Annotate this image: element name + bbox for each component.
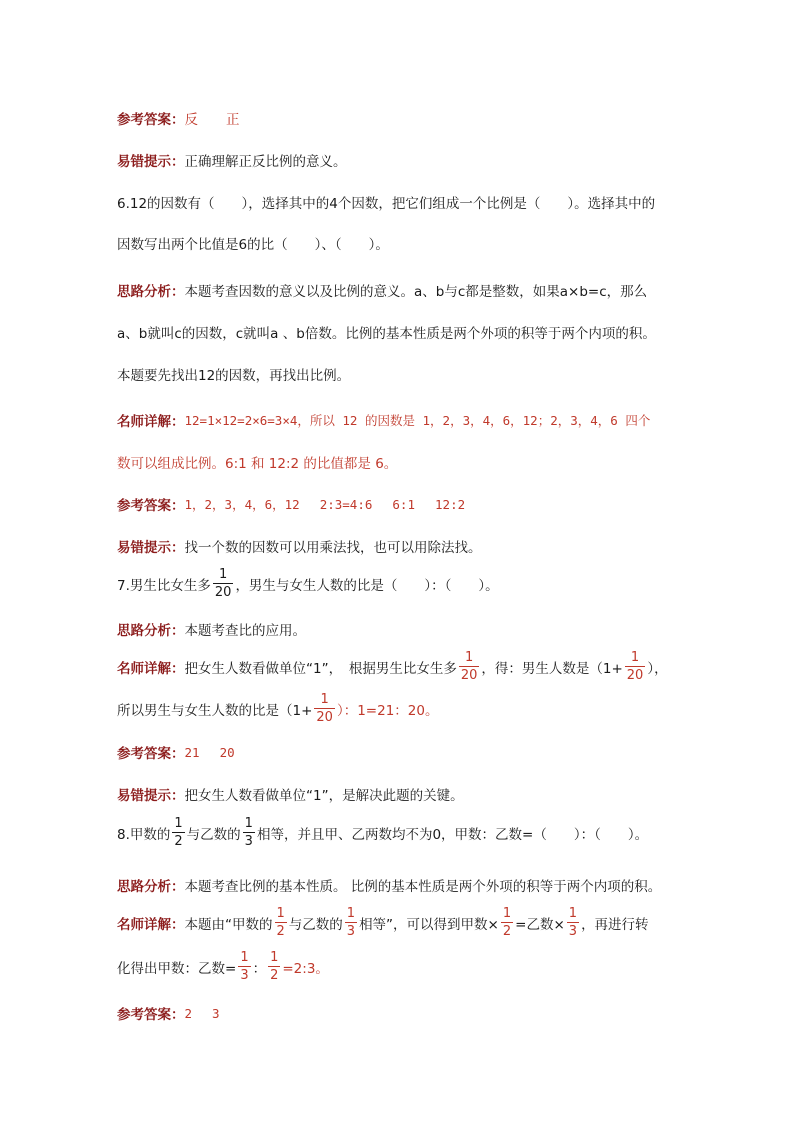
fraction-1-3: [567, 907, 579, 938]
q6-answer-line: [117, 494, 465, 514]
tip-line-1: [117, 150, 347, 170]
q8-explain-text-2a: 化得出甲数：乙数=: [117, 960, 237, 977]
q7-tip-line: [117, 784, 464, 804]
analysis-label: 思路分析：: [117, 284, 185, 300]
fraction-numerator: 1: [276, 906, 285, 921]
tip-label: 易错提示：: [117, 154, 185, 170]
fraction-numerator: 1: [320, 692, 329, 707]
q8-line: [117, 817, 648, 848]
fraction-denominator: 2: [502, 924, 512, 939]
fraction-numerator: 1: [346, 906, 356, 921]
q6-line-1: [117, 192, 655, 212]
q6-tip-line: [117, 536, 482, 556]
fraction-1-2: [275, 907, 287, 938]
q8-analysis-line: [117, 875, 661, 895]
fraction-numerator: 1: [244, 816, 253, 831]
q6-analysis-text-3: 本题要先找出12的因数，再找出比例。: [117, 368, 351, 384]
q7-answer-line: [117, 742, 235, 762]
q6-text-2: 因数写出两个比值是6的比（ ）、（ ）。: [117, 237, 389, 253]
fraction-numerator: 1: [502, 906, 512, 921]
q8-explain-text-1d: =乙数×: [515, 916, 565, 933]
q7-text-post: ，男生与女生人数的比是（ ）：（ ）。: [235, 577, 499, 594]
answer-line-1: [117, 108, 240, 128]
q8-answer-text: 2 3: [184, 1006, 220, 1021]
q7-explain-text-2a: 所以男生与女生人数的比是（1+: [117, 702, 313, 719]
fraction-denominator: 3: [346, 924, 356, 939]
explain-label: 名师详解：: [117, 414, 185, 430]
fraction-numerator: 1: [270, 950, 279, 965]
fraction-1-20: [459, 651, 480, 682]
fraction-denominator: 20: [626, 668, 644, 683]
fraction-1-2: [268, 951, 280, 982]
q7-analysis-line: [117, 619, 306, 639]
q6-explain-line-2: [117, 452, 397, 472]
fraction-denominator: 3: [244, 834, 253, 849]
q7-analysis-text: 本题考查比的应用。: [184, 623, 306, 639]
q8-explain-text-2c: =2:3。: [282, 960, 329, 977]
tip-text: 正确理解正反比例的意义。: [184, 154, 347, 170]
q7-explain-line-1: [117, 651, 668, 682]
q8-text-b: 与乙数的: [186, 826, 241, 843]
q6-explain-text-2: 数可以组成比例。6:1 和 12:2 的比值都是 6。: [117, 456, 398, 472]
q6-line-2: [117, 233, 389, 253]
q7-explain-text-2b: ）：1=21：20。: [336, 702, 439, 719]
q7-explain-line-2: [117, 693, 438, 724]
analysis-label: 思路分析：: [117, 623, 185, 639]
fraction-numerator: 1: [240, 950, 249, 965]
fraction-1-20: [314, 693, 335, 724]
q8-text-a: 8.甲数的: [117, 826, 171, 843]
answer-label: 参考答案：: [117, 1007, 185, 1023]
q6-explain-line-1: [117, 410, 650, 430]
q6-analysis-text-2: a、b就叫c的因数，c就叫a 、b倍数。比例的基本性质是两个外项的积等于两个内项的积。: [117, 326, 656, 342]
q7-line: [117, 568, 499, 599]
fraction-1-20: [213, 568, 234, 599]
q8-explain-line-1: [117, 907, 649, 938]
q8-answer-line: [117, 1003, 220, 1023]
fraction-1-20: [625, 651, 646, 682]
fraction-denominator: 20: [316, 710, 333, 725]
explain-label: 名师详解：: [117, 660, 185, 677]
fraction-numerator: 1: [174, 816, 183, 831]
answer-label: 参考答案：: [117, 746, 185, 762]
fraction-denominator: 2: [270, 968, 279, 983]
q8-explain-text-1b: 与乙数的: [288, 916, 343, 933]
q7-explain-text-1b: ，得：男生人数是（1+: [481, 660, 623, 677]
q8-explain-text-2b: ：: [252, 960, 267, 977]
tip-label: 易错提示：: [117, 788, 185, 804]
q7-explain-text-1a: 把女生人数看做单位“1”， 根据男生比女生多: [184, 660, 457, 677]
analysis-label: 思路分析：: [117, 879, 185, 895]
q8-explain-text-1c: 相等”，可以得到甲数×: [359, 916, 499, 933]
q8-explain-text-1e: ，再进行转: [581, 916, 649, 933]
q6-answer-text: 1，2，3，4，6，12 2:3=4:6 6:1 12:2: [184, 497, 466, 512]
q8-explain-line-2: [117, 951, 329, 982]
fraction-1-2: [172, 817, 184, 848]
answer-label: 参考答案：: [117, 498, 185, 514]
q6-analysis-line-1: [117, 280, 647, 300]
fraction-numerator: 1: [464, 650, 474, 665]
fraction-denominator: 2: [276, 924, 285, 939]
fraction-denominator: 3: [240, 968, 249, 983]
q7-text-pre: 7.男生比女生多: [117, 577, 211, 594]
fraction-numerator: 1: [630, 650, 640, 665]
answer-value-a: 反: [184, 112, 198, 128]
fraction-1-3: [238, 951, 250, 982]
fraction-1-3: [345, 907, 357, 938]
q6-text-1: 6.12的因数有（ ），选择其中的4个因数，把它们组成一个比例是（ ）。选择其中的: [117, 196, 656, 212]
fraction-numerator: 1: [219, 567, 228, 582]
q6-explain-text-1: 12=1×12=2×6=3×4，所以 12 的因数是 1，2，3，4，6，12；2，3，4，6 四个: [184, 413, 651, 428]
answer-label: 参考答案：: [117, 112, 185, 128]
q8-text-c: 相等，并且甲、乙两数均不为0，甲数：乙数=（ ）：（ ）。: [256, 826, 649, 843]
q7-answer-text: 21 20: [184, 745, 235, 760]
fraction-denominator: 20: [214, 585, 232, 600]
q6-analysis-line-2: [117, 322, 656, 342]
fraction-denominator: 2: [174, 834, 183, 849]
fraction-1-2: [501, 907, 513, 938]
q6-analysis-text-1: 本题考查因数的意义以及比例的意义。a、b与c都是整数，如果a×b=c，那么: [184, 284, 648, 300]
fraction-1-3: [243, 817, 255, 848]
fraction-numerator: 1: [568, 906, 578, 921]
fraction-denominator: 20: [460, 668, 478, 683]
q7-tip-text: 把女生人数看做单位“1”，是解决此题的关键。: [184, 788, 464, 804]
q6-tip-text: 找一个数的因数可以用乘法找，也可以用除法找。: [184, 540, 482, 556]
tip-label: 易错提示：: [117, 540, 185, 556]
fraction-denominator: 3: [568, 924, 578, 939]
q6-analysis-line-3: [117, 364, 350, 384]
q8-analysis-text: 本题考查比例的基本性质。 比例的基本性质是两个外项的积等于两个内项的积。: [184, 879, 662, 895]
q8-explain-text-1a: 本题由“甲数的: [184, 916, 273, 933]
q7-explain-text-1c: ），: [647, 660, 668, 677]
answer-value-b: 正: [226, 112, 240, 128]
explain-label: 名师详解：: [117, 916, 185, 933]
